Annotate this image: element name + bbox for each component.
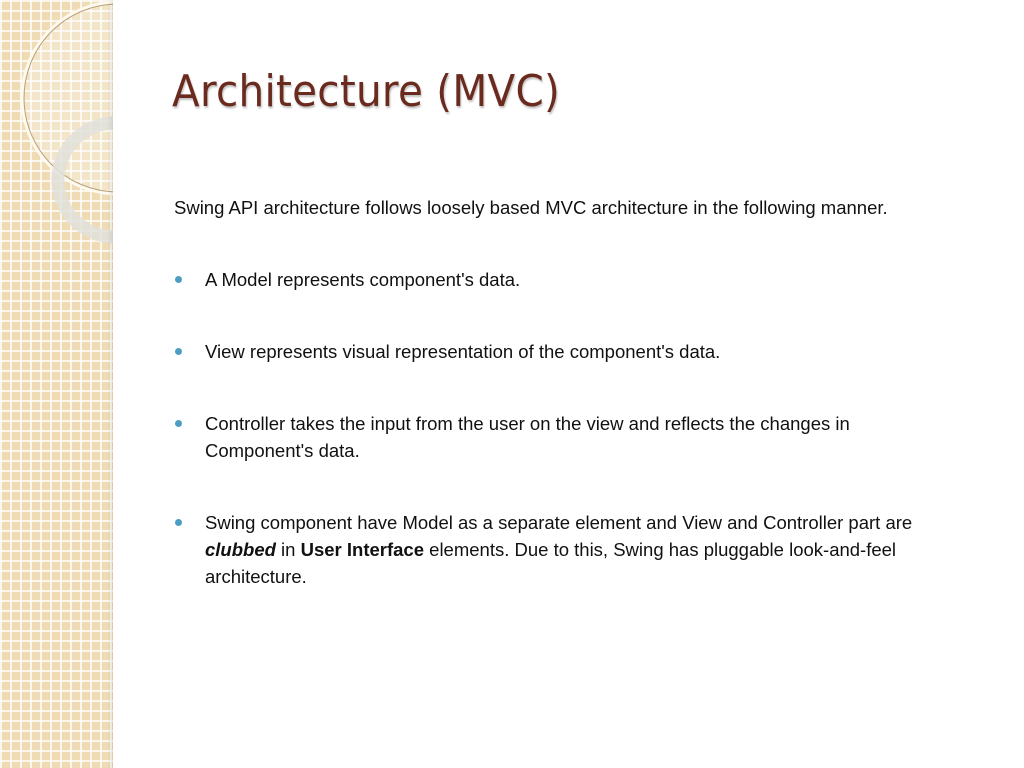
bullet-icon — [175, 276, 182, 283]
bullet-icon — [175, 519, 182, 526]
bullet-text: View represents visual representation of the component's data. — [205, 341, 721, 362]
decorative-circles-icon — [0, 0, 113, 768]
bullet-text: Controller takes the input from the user on the view and reflects the changes in Component's data. — [205, 413, 850, 461]
list-item — [174, 266, 974, 293]
bullet-list — [174, 266, 974, 635]
bullet-icon — [175, 420, 182, 427]
list-item — [174, 338, 974, 365]
bullet-text-post: elements. Due to this, Swing has pluggable look-and-feel architecture. — [205, 539, 897, 587]
emphasis-clubbed: clubbed — [205, 539, 276, 560]
strong-user-interface: User Interface — [300, 539, 425, 560]
bullet-icon — [175, 348, 182, 355]
bullet-text-pre: Swing component have Model as a separate element and View and Controller part are — [205, 512, 913, 533]
list-item — [174, 509, 974, 590]
list-item — [174, 410, 974, 464]
bullet-text-mid: in — [275, 539, 301, 560]
slide-title: Architecture (MVC) — [172, 66, 561, 117]
bullet-text: A Model represents component's data. — [205, 269, 521, 290]
intro-text: Swing API architecture follows loosely based MVC architecture in the following manner. — [174, 197, 888, 218]
decorative-sidebar — [0, 0, 113, 768]
